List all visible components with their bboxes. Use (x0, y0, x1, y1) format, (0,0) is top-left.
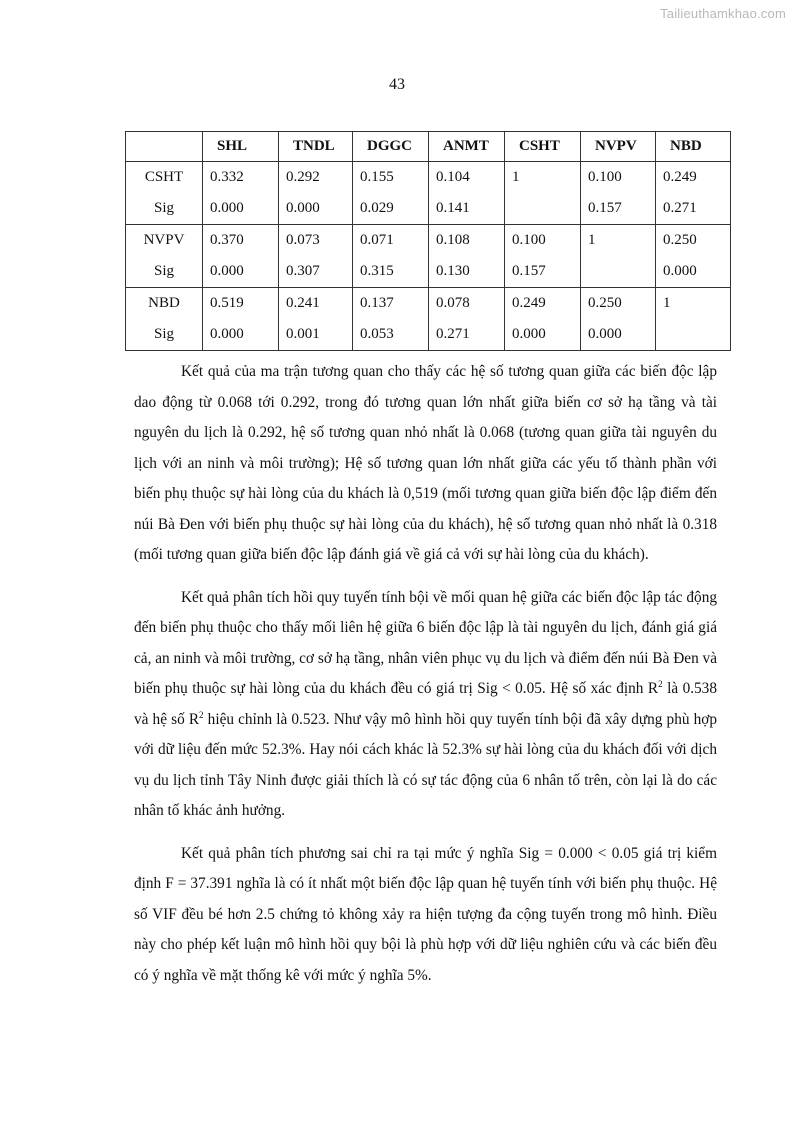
cell-coefficient: 0.519 (210, 295, 244, 311)
cell-coefficient: 0.292 (286, 169, 320, 185)
cell-sig: 0.000 (286, 200, 320, 216)
table-cell (581, 225, 656, 288)
cell-sig: 0.130 (436, 263, 470, 279)
paragraph-regression-results (134, 583, 717, 827)
cell-sig: 0.000 (210, 326, 244, 342)
table-cell (279, 162, 353, 225)
cell-sig: 0.000 (588, 326, 622, 342)
table-cell (505, 225, 581, 288)
table-corner-cell (126, 132, 203, 162)
row-label: CSHT (144, 169, 184, 185)
table-cell (429, 225, 505, 288)
cell-sig: 0.141 (436, 200, 470, 216)
row-label-sig: Sig (153, 200, 174, 216)
table-row-nbd (126, 288, 731, 351)
table-cell (353, 225, 429, 288)
table-row-csht (126, 162, 731, 225)
col-header-tndl: TNDL (279, 132, 353, 162)
cell-sig: 0.053 (360, 326, 394, 342)
row-label-sig: Sig (153, 263, 174, 279)
cell-coefficient: 1 (663, 295, 671, 311)
cell-coefficient: 0.108 (436, 232, 470, 248)
cell-sig: 0.157 (512, 263, 546, 279)
cell-coefficient: 0.078 (436, 295, 470, 311)
table-cell (656, 162, 731, 225)
table-header-row (126, 132, 731, 162)
col-header-dggc: DGGC (353, 132, 429, 162)
cell-coefficient: 0.071 (360, 232, 394, 248)
table-cell (353, 162, 429, 225)
cell-sig: 0.000 (210, 200, 244, 216)
table-cell (279, 225, 353, 288)
table-cell (203, 162, 279, 225)
row-label-cell (126, 225, 203, 288)
cell-coefficient: 0.250 (588, 295, 622, 311)
table-cell (505, 162, 581, 225)
cell-sig: 0.029 (360, 200, 394, 216)
cell-sig: 0.000 (663, 263, 697, 279)
table-cell (656, 225, 731, 288)
table-cell (203, 288, 279, 351)
cell-sig (505, 193, 580, 224)
cell-coefficient: 0.241 (286, 295, 320, 311)
paragraph-correlation-results: Kết quả của ma trận tương quan cho thấy các hệ số tương quan giữa các biến độc lập dao động từ 0.068 tới 0.292, trong đó tương quan lớn nhất giữa biến cơ sở hạ tầng và tài nguyên du lịch là 0.292, hệ số tương quan nhỏ nhất là 0.068 (tương quan giữa tài nguyên du lịch với an ninh và môi trường); Hệ số tương quan lớn nhất giữa các yếu tố thành phần với biến phụ thuộc sự hài lòng của du khách là 0,519 (mối tương quan giữa biến độc lập điểm đến núi Bà Đen với biến phụ thuộc sự hài lòng của du khách), hệ số tương quan nhỏ nhất là 0.318 (mối tương quan giữa biến độc lập đánh giá về giá cả với sự hài lòng của du khách). (134, 363, 717, 563)
cell-sig: 0.000 (512, 326, 546, 342)
superscript-2: 2 (199, 709, 204, 720)
cell-coefficient: 0.137 (360, 295, 394, 311)
body-text (134, 357, 717, 1003)
superscript-2: 2 (658, 679, 663, 689)
table-cell (581, 288, 656, 351)
table-cell (581, 162, 656, 225)
cell-sig: 0.271 (663, 200, 697, 216)
cell-coefficient: 0.104 (436, 169, 470, 185)
col-header-nbd: NBD (656, 132, 731, 162)
correlation-table (125, 131, 731, 351)
table-cell (353, 288, 429, 351)
col-header-csht: CSHT (505, 132, 581, 162)
row-label-sig: Sig (153, 326, 174, 342)
cell-sig: 0.271 (436, 326, 470, 342)
cell-sig: 0.307 (286, 263, 320, 279)
col-header-shl: SHL (203, 132, 279, 162)
cell-coefficient: 0.073 (286, 232, 320, 248)
row-label: NVPV (143, 232, 185, 248)
table-cell (429, 288, 505, 351)
cell-coefficient: 0.100 (512, 232, 546, 248)
cell-coefficient: 1 (588, 232, 596, 248)
cell-coefficient: 0.332 (210, 169, 244, 185)
cell-sig: 0.000 (210, 263, 244, 279)
col-header-anmt: ANMT (429, 132, 505, 162)
page-number: 43 (389, 76, 405, 93)
table-cell (656, 288, 731, 351)
regression-text-part1: Kết quả phân tích hồi quy tuyến tính bội về mối quan hệ giữa các biến độc lập tác động đến biến phụ thuộc cho thấy mối liên hệ giữa 6 biến độc lập là tài nguyên du lịch, đánh giá giá cả, an ninh và môi trường, cơ sở hạ tầng, nhân viên phục vụ du lịch và điểm đến núi Bà Đen và biến phụ thuộc sự hài lòng của du khách đều có giá trị Sig < 0.05. Hệ số xác định R (134, 588, 717, 697)
cell-coefficient: 0.249 (512, 295, 546, 311)
cell-sig (581, 256, 655, 287)
table-row-nvpv (126, 225, 731, 288)
cell-sig: 0.315 (360, 263, 394, 279)
row-label-cell (126, 162, 203, 225)
watermark: Tailieuthamkhao.com (660, 6, 786, 21)
cell-coefficient: 0.250 (663, 232, 697, 248)
cell-coefficient: 0.249 (663, 169, 697, 185)
paragraph-anova-results: Kết quả phân tích phương sai chỉ ra tại mức ý nghĩa Sig = 0.000 < 0.05 giá trị kiểm định F = 37.391 nghĩa là có ít nhất một biến độc lập quan hệ tuyến tính với biến phụ thuộc. Hệ số VIF đều bé hơn 2.5 chứng tỏ không xảy ra hiện tượng đa cộng tuyến trong mô hình. Điều này cho phép kết luận mô hình hồi quy bội là phù hợp với dữ liệu nghiên cứu và các biến đều có ý nghĩa về mặt thống kê với mức ý nghĩa 5%. (134, 844, 717, 984)
row-label-cell (126, 288, 203, 351)
row-label: NBD (148, 295, 180, 311)
regression-text-part3: hiệu chỉnh là 0.523. Như vậy mô hình hồi quy tuyến tính bội đã xây dựng phù hợp với dữ liệu đến mức 52.3%. Hay nói cách khác là 52.3% sự hài lòng của du khách đối với dịch vụ du lịch tỉnh Tây Ninh được giải thích là có sự tác động của 6 nhân tố trên, còn lại là do các nhân tố khác ảnh hưởng. (134, 710, 718, 819)
cell-sig: 0.157 (588, 200, 622, 216)
cell-coefficient: 1 (512, 169, 520, 185)
cell-coefficient: 0.100 (588, 169, 622, 185)
table-cell (429, 162, 505, 225)
cell-sig: 0.001 (286, 326, 320, 342)
regression-text-part2: là 0.538 và hệ số R (134, 680, 717, 728)
cell-coefficient: 0.370 (210, 232, 244, 248)
table-cell (203, 225, 279, 288)
table-cell (279, 288, 353, 351)
cell-sig (656, 319, 730, 350)
col-header-nvpv: NVPV (581, 132, 656, 162)
table-cell (505, 288, 581, 351)
cell-coefficient: 0.155 (360, 169, 394, 185)
